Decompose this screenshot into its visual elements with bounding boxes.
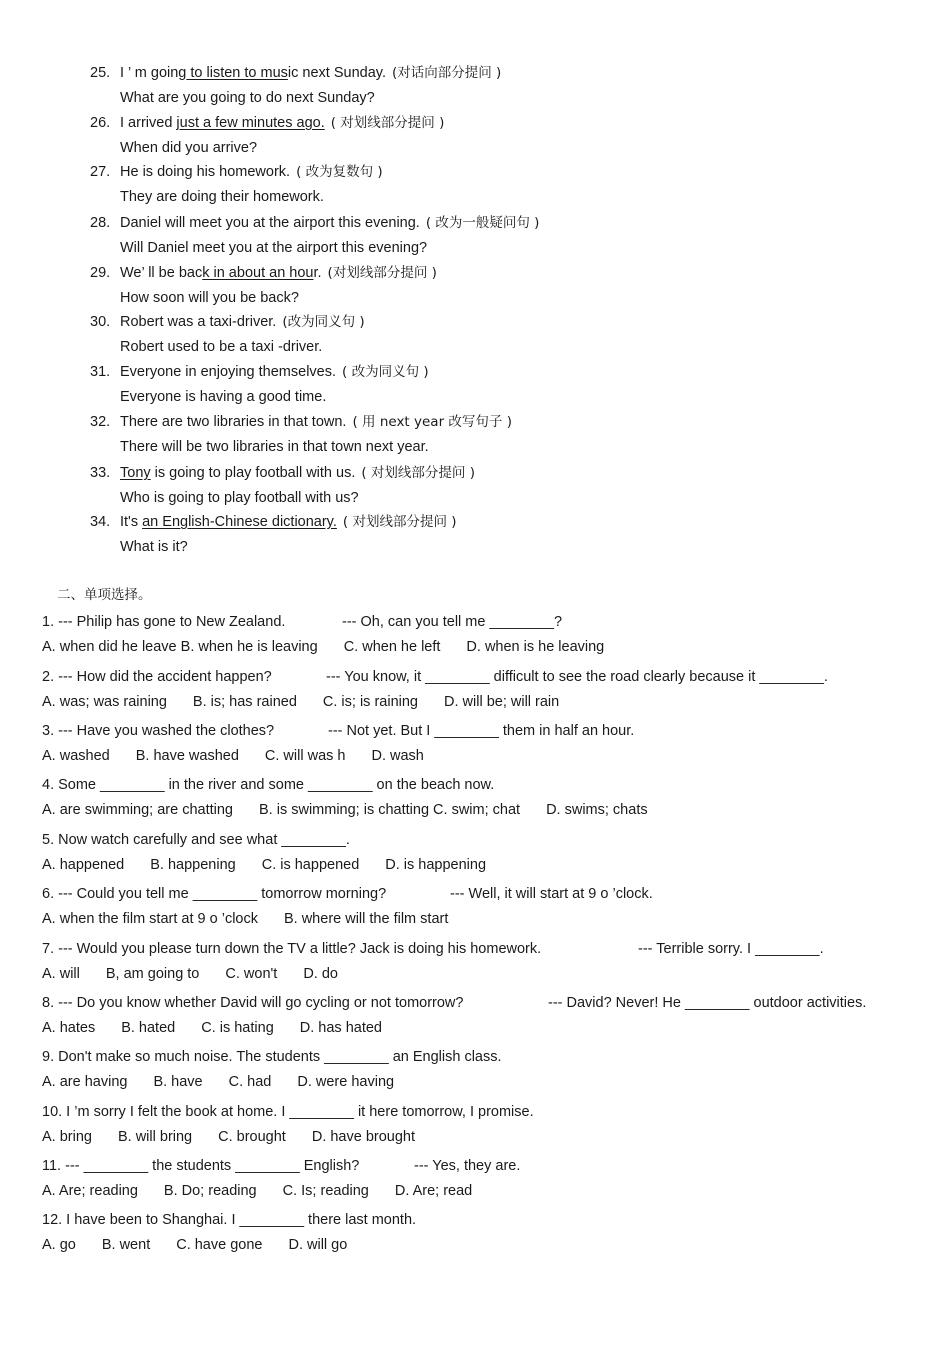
option-text: A. happened — [42, 857, 125, 873]
transform-answer: Robert used to be a taxi -driver. — [120, 338, 323, 355]
question-text: 4. Some ________ in the river and some ________ on the beach now. — [42, 777, 495, 793]
transform-question — [90, 310, 930, 335]
reply-text: --- You know, it ________ difficult to see the road clearly because it ________. — [326, 669, 828, 685]
option-text: A. hates — [42, 1020, 96, 1036]
transform-item — [90, 461, 930, 510]
mc-options — [42, 907, 932, 932]
instruction-note: ( 对划线部分提问 ) — [361, 465, 475, 481]
transform-item — [90, 211, 930, 260]
transform-answer: Everyone is having a good time. — [120, 388, 327, 405]
transform-answer: How soon will you be back? — [120, 289, 299, 306]
transform-question — [90, 61, 930, 86]
option-text: C. is happened — [261, 857, 360, 873]
question-text: Everyone in enjoying themselves. — [120, 364, 337, 380]
item-number: 26. — [90, 115, 111, 131]
option-text: A. when the film start at 9 o ’clock — [42, 911, 258, 927]
transform-question — [90, 410, 930, 435]
option-text: D. when is he leaving — [466, 639, 605, 655]
mc-item — [42, 719, 932, 769]
transform-answer: Who is going to play football with us? — [120, 489, 359, 506]
item-number: 33. — [90, 465, 111, 481]
mc-question — [42, 665, 932, 690]
mc-options — [42, 1179, 932, 1204]
question-text: There are two libraries in that town. — [120, 414, 347, 430]
item-number: 27. — [90, 164, 111, 180]
item-number: 25. — [90, 65, 111, 81]
question-text: We’ ll be bac — [120, 265, 203, 281]
mc-question — [42, 719, 932, 744]
transform-question — [90, 111, 930, 136]
mc-item — [42, 828, 932, 878]
transform-question — [90, 160, 930, 185]
mc-item — [42, 1100, 932, 1150]
mc-question — [42, 1100, 932, 1125]
question-text: 3. --- Have you washed the clothes? — [42, 723, 275, 739]
question-text: 5. Now watch carefully and see what ________. — [42, 832, 350, 848]
reply-text: --- Not yet. But I ________ them in half an hour. — [328, 723, 635, 739]
item-number: 28. — [90, 215, 111, 231]
option-text: C. will was h — [264, 748, 346, 764]
mc-question — [42, 610, 932, 635]
option-text: A. are having — [42, 1074, 128, 1090]
mc-options — [42, 1233, 932, 1258]
transform-question — [90, 211, 930, 236]
question-text: He is doing his homework. — [120, 164, 291, 180]
mc-question — [42, 773, 932, 798]
instruction-note: ( 改为一般疑问句 ) — [425, 215, 540, 231]
question-text: 6. --- Could you tell me ________ tomorrow morning? — [42, 886, 387, 902]
mc-question — [42, 1154, 932, 1179]
option-text: D. have brought — [311, 1129, 416, 1145]
instruction-note: ( 对划线部分提问 ) — [330, 115, 445, 131]
question-text: 10. I ’m sorry I felt the book at home. I ________ it here tomorrow, I promise. — [42, 1104, 534, 1120]
option-text: A. bring — [42, 1129, 92, 1145]
option-text: B. where will the film start — [283, 911, 449, 927]
option-text: C. have gone — [176, 1237, 263, 1253]
question-text: 1. --- Philip has gone to New Zealand. — [42, 614, 286, 630]
reply-text: --- Well, it will start at 9 o ’clock. — [450, 886, 653, 902]
mc-question — [42, 828, 932, 853]
mc-item — [42, 665, 932, 715]
option-text: B. is swimming; is chatting C. swim; chat — [259, 802, 521, 818]
transform-question — [90, 261, 930, 286]
option-text: A. Are; reading — [42, 1183, 138, 1199]
question-text: 7. --- Would you please turn down the TV a little? Jack is doing his homework. — [42, 941, 542, 957]
mc-item — [42, 1208, 932, 1258]
question-text: 12. I have been to Shanghai. I ________ there last month. — [42, 1212, 417, 1228]
option-text: B. will bring — [117, 1129, 193, 1145]
mc-options — [42, 744, 932, 769]
transform-answer: They are doing their homework. — [120, 188, 324, 205]
option-text: B. hated — [121, 1020, 176, 1036]
mc-options — [42, 635, 932, 660]
instruction-note: (对话向部分提问 ) — [391, 65, 502, 81]
option-text: D. will go — [288, 1237, 348, 1253]
question-text: I ’ m going — [120, 65, 187, 81]
option-text: B. happening — [150, 857, 236, 873]
option-text: C. Is; reading — [282, 1183, 369, 1199]
option-text: A. go — [42, 1237, 76, 1253]
option-text: D. is happening — [385, 857, 487, 873]
mc-options — [42, 798, 932, 823]
transform-item — [90, 111, 930, 160]
instruction-note: (改为同义句 ) — [282, 314, 365, 330]
question-text: 2. --- How did the accident happen? — [42, 669, 272, 685]
mc-options — [42, 1125, 932, 1150]
instruction-note: ( 改为复数句 ) — [296, 164, 383, 180]
reply-text: --- David? Never! He ________ outdoor activities. — [548, 995, 867, 1011]
option-text: C. had — [228, 1074, 272, 1090]
mc-question — [42, 1208, 932, 1233]
reply-text: --- Oh, can you tell me ________? — [342, 614, 563, 630]
option-text: D. do — [303, 966, 338, 982]
mc-item — [42, 610, 932, 660]
transform-item — [90, 510, 930, 559]
option-text: A. when did he leave B. when he is leaving — [42, 639, 318, 655]
question-text: I arrived — [120, 115, 177, 131]
option-text: C. is hating — [201, 1020, 274, 1036]
underlined-part: just a few minutes ago. — [176, 115, 325, 131]
instruction-note: ( 用 next year 改写句子 ) — [352, 414, 512, 430]
transform-item — [90, 160, 930, 209]
instruction-note: (对划线部分提问 ) — [327, 265, 437, 281]
option-text: B. have washed — [135, 748, 239, 764]
mc-options — [42, 1070, 932, 1095]
mc-item — [42, 1045, 932, 1095]
option-text: C. won't — [225, 966, 278, 982]
option-text: D. Are; read — [394, 1183, 473, 1199]
transform-answer: There will be two libraries in that town next year. — [120, 438, 429, 455]
item-number: 32. — [90, 414, 111, 430]
question-text: 11. --- ________ the students ________ English? — [42, 1158, 360, 1174]
transform-item — [90, 261, 930, 310]
transform-item — [90, 61, 930, 110]
option-text: B. have — [153, 1074, 203, 1090]
option-text: B. is; has rained — [192, 694, 297, 710]
mc-item — [42, 773, 932, 823]
option-text: B. went — [101, 1237, 151, 1253]
option-text: D. were having — [297, 1074, 395, 1090]
instruction-note: ( 对划线部分提问 ) — [342, 514, 457, 530]
transform-item — [90, 360, 930, 409]
question-text: 9. Don't make so much noise. The students ________ an English class. — [42, 1049, 502, 1065]
option-text: A. are swimming; are chatting — [42, 802, 233, 818]
question-text-end: is going to play football with us. — [150, 465, 356, 481]
question-text-end: ic next Sunday. — [287, 65, 386, 81]
mc-question — [42, 882, 932, 907]
transform-answer: What is it? — [120, 538, 188, 555]
option-text: C. is; is raining — [322, 694, 418, 710]
question-text: It's — [120, 514, 143, 530]
mc-question — [42, 1045, 932, 1070]
mc-options — [42, 1016, 932, 1041]
transform-question — [90, 360, 930, 385]
underlined-part: Tony — [120, 465, 151, 481]
item-number: 29. — [90, 265, 111, 281]
mc-item — [42, 991, 932, 1041]
transform-answer: What are you going to do next Sunday? — [120, 89, 375, 106]
option-text: D. has hated — [299, 1020, 382, 1036]
mc-question — [42, 991, 932, 1016]
mc-item — [42, 882, 932, 932]
underlined-part: to listen to mus — [186, 65, 288, 81]
reply-text: --- Yes, they are. — [414, 1158, 521, 1174]
transform-question — [90, 510, 930, 535]
mc-options — [42, 853, 932, 878]
option-text: A. will — [42, 966, 80, 982]
underlined-part: k in about an hou — [202, 265, 314, 281]
option-text: D. wash — [371, 748, 424, 764]
option-text: B. Do; reading — [163, 1183, 257, 1199]
mc-item — [42, 1154, 932, 1204]
option-text: C. when he left — [343, 639, 441, 655]
underlined-part: an English-Chinese dictionary. — [142, 514, 337, 530]
item-number: 30. — [90, 314, 111, 330]
option-text: D. swims; chats — [546, 802, 648, 818]
transform-answer: Will Daniel meet you at the airport this evening? — [120, 239, 428, 256]
question-text: Robert was a taxi-driver. — [120, 314, 277, 330]
transform-question — [90, 461, 930, 486]
option-text: B, am going to — [105, 966, 200, 982]
mc-question — [42, 937, 932, 962]
reply-text: --- Terrible sorry. I ________. — [638, 941, 824, 957]
option-text: D. will be; will rain — [444, 694, 560, 710]
question-text: 8. --- Do you know whether David will go cycling or not tomorrow? — [42, 995, 464, 1011]
transform-answer: When did you arrive? — [120, 139, 258, 156]
mc-options — [42, 690, 932, 715]
item-number: 34. — [90, 514, 111, 530]
question-text: Daniel will meet you at the airport this evening. — [120, 215, 420, 231]
option-text: C. brought — [218, 1129, 286, 1145]
mc-options — [42, 962, 932, 987]
section-title: 二、单项选择。 — [57, 587, 152, 603]
item-number: 31. — [90, 364, 111, 380]
instruction-note: ( 改为同义句 ) — [342, 364, 429, 380]
mc-item — [42, 937, 932, 987]
option-text: A. washed — [42, 748, 110, 764]
transform-item — [90, 310, 930, 359]
option-text: A. was; was raining — [42, 694, 167, 710]
transform-item — [90, 410, 930, 459]
question-text-end: r. — [313, 265, 322, 281]
